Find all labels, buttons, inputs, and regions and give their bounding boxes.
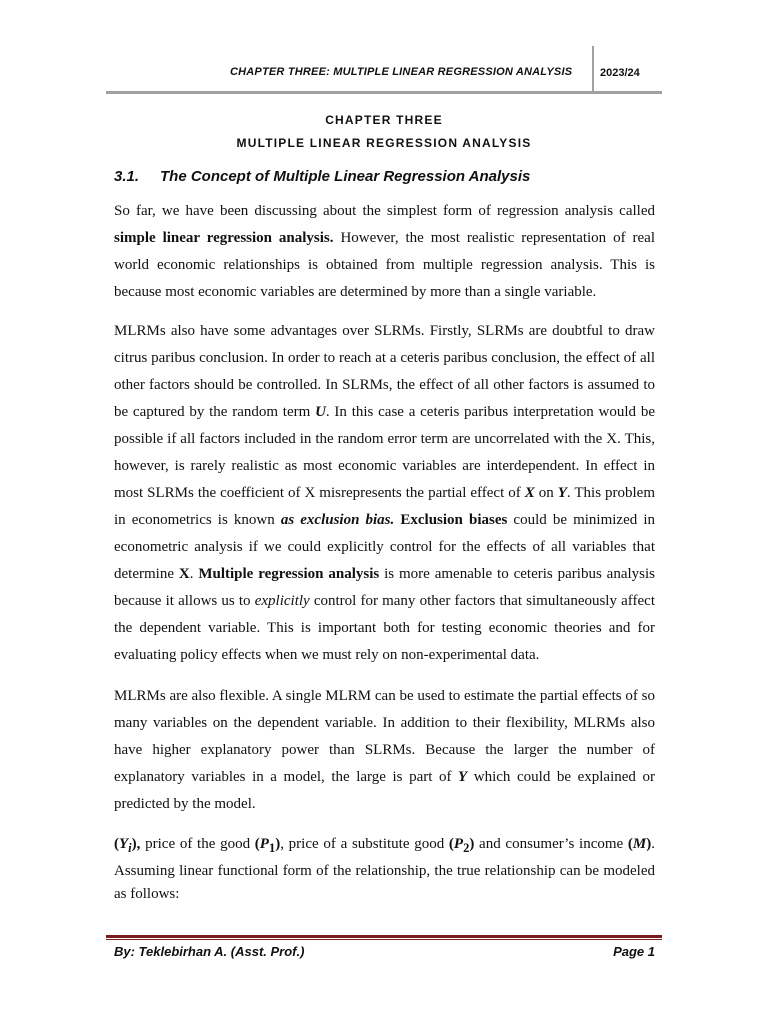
running-header-title: CHAPTER THREE: MULTIPLE LINEAR REGRESSION ANALYSIS: [230, 66, 573, 78]
footer-rule: [106, 935, 662, 938]
footer-rule-thin: [106, 939, 662, 940]
paragraph-1: So far, we have been discussing about the simplest form of regression analysis called simple linear regression analysis. However, the most realistic representation of real world economic relationships is obtained from multiple regression analysis. This is because most economic variables are determined by more than a single variable.: [114, 203, 655, 300]
var-y: Y: [557, 485, 567, 501]
footer-page-number: Page 1: [613, 944, 655, 959]
var-u: U: [315, 404, 326, 420]
emphasis-exclusion-biases: Exclusion biases: [400, 512, 508, 528]
var-x: X: [524, 485, 535, 501]
chapter-title: MULTIPLE LINEAR REGRESSION ANALYSIS: [236, 136, 532, 150]
section-heading: [114, 168, 530, 185]
footer-author: By: Teklebirhan A. (Asst. Prof.): [114, 944, 305, 959]
var-yi: Y: [119, 836, 129, 852]
var-y-2: Y: [458, 769, 468, 785]
emphasis-explicitly: explicitly: [254, 593, 310, 609]
paragraph-2: MLRMs also have some advantages over SLRMs. Firstly, SLRMs are doubtful to draw citrus paribus conclusion. In order to reach at a ceteris paribus conclusion, the effect of all other factors should be controlled. In SLRMs, the effect of all other factors is assumed to be captured by the random term U. In this case a ceteris paribus interpretation would be possible if all factors included in the random error term are uncorrelated with the X. This, however, is rarely realistic as most economic variables are interdependent. In effect in most SLRMs the coefficient of X misrepresents the partial effect of X on Y. This problem in econometrics is known as exclusion bias. Exclusion biases could be minimized in econometric analysis if we could explicitly control for the effects of all variables that determine X. Multiple regression analysis is more amenable to ceteris paribus analysis because it allows us to explicitly control for many other factors that simultaneously affect the dependent variable. This is important both for testing economic theories and for evaluating policy effects when we must rely on non-experimental data.: [114, 323, 656, 663]
paragraph-3: MLRMs are also flexible. A single MLRM can be used to estimate the partial effects of so many variables on the dependent variable. In addition to their flexibility, MLRMs also have higher explanatory power than SLRMs. Because the larger the number of explanatory variables in a model, the large is part of Y which could be explained or predicted by the model.: [114, 688, 655, 812]
var-p1: P: [259, 836, 269, 852]
emphasis-mra: Multiple regression analysis: [198, 566, 380, 582]
emphasis-slra: simple linear regression analysis.: [114, 230, 334, 246]
emphasis-exclusion-bias: as exclusion bias.: [280, 512, 395, 528]
var-x-bold: X: [178, 566, 190, 582]
section-title: The Concept of Multiple Linear Regression Analysis: [160, 168, 531, 185]
header-rule: [106, 91, 662, 94]
header-divider: [592, 46, 594, 92]
section-number: 3.1.: [114, 168, 140, 185]
paragraph-4: $(Y_i)$, price of the good $(P_1)$, price of a substitute good $(P_2)$ and consumer’s income (M). Assuming linear functional form of the relationship, the true relationship can be modeled as follows:: [114, 836, 655, 902]
chapter-label: CHAPTER THREE: [325, 113, 443, 127]
var-m: M: [632, 836, 647, 852]
var-p2: P: [453, 836, 464, 852]
running-header-year: 2023/24: [600, 67, 640, 79]
